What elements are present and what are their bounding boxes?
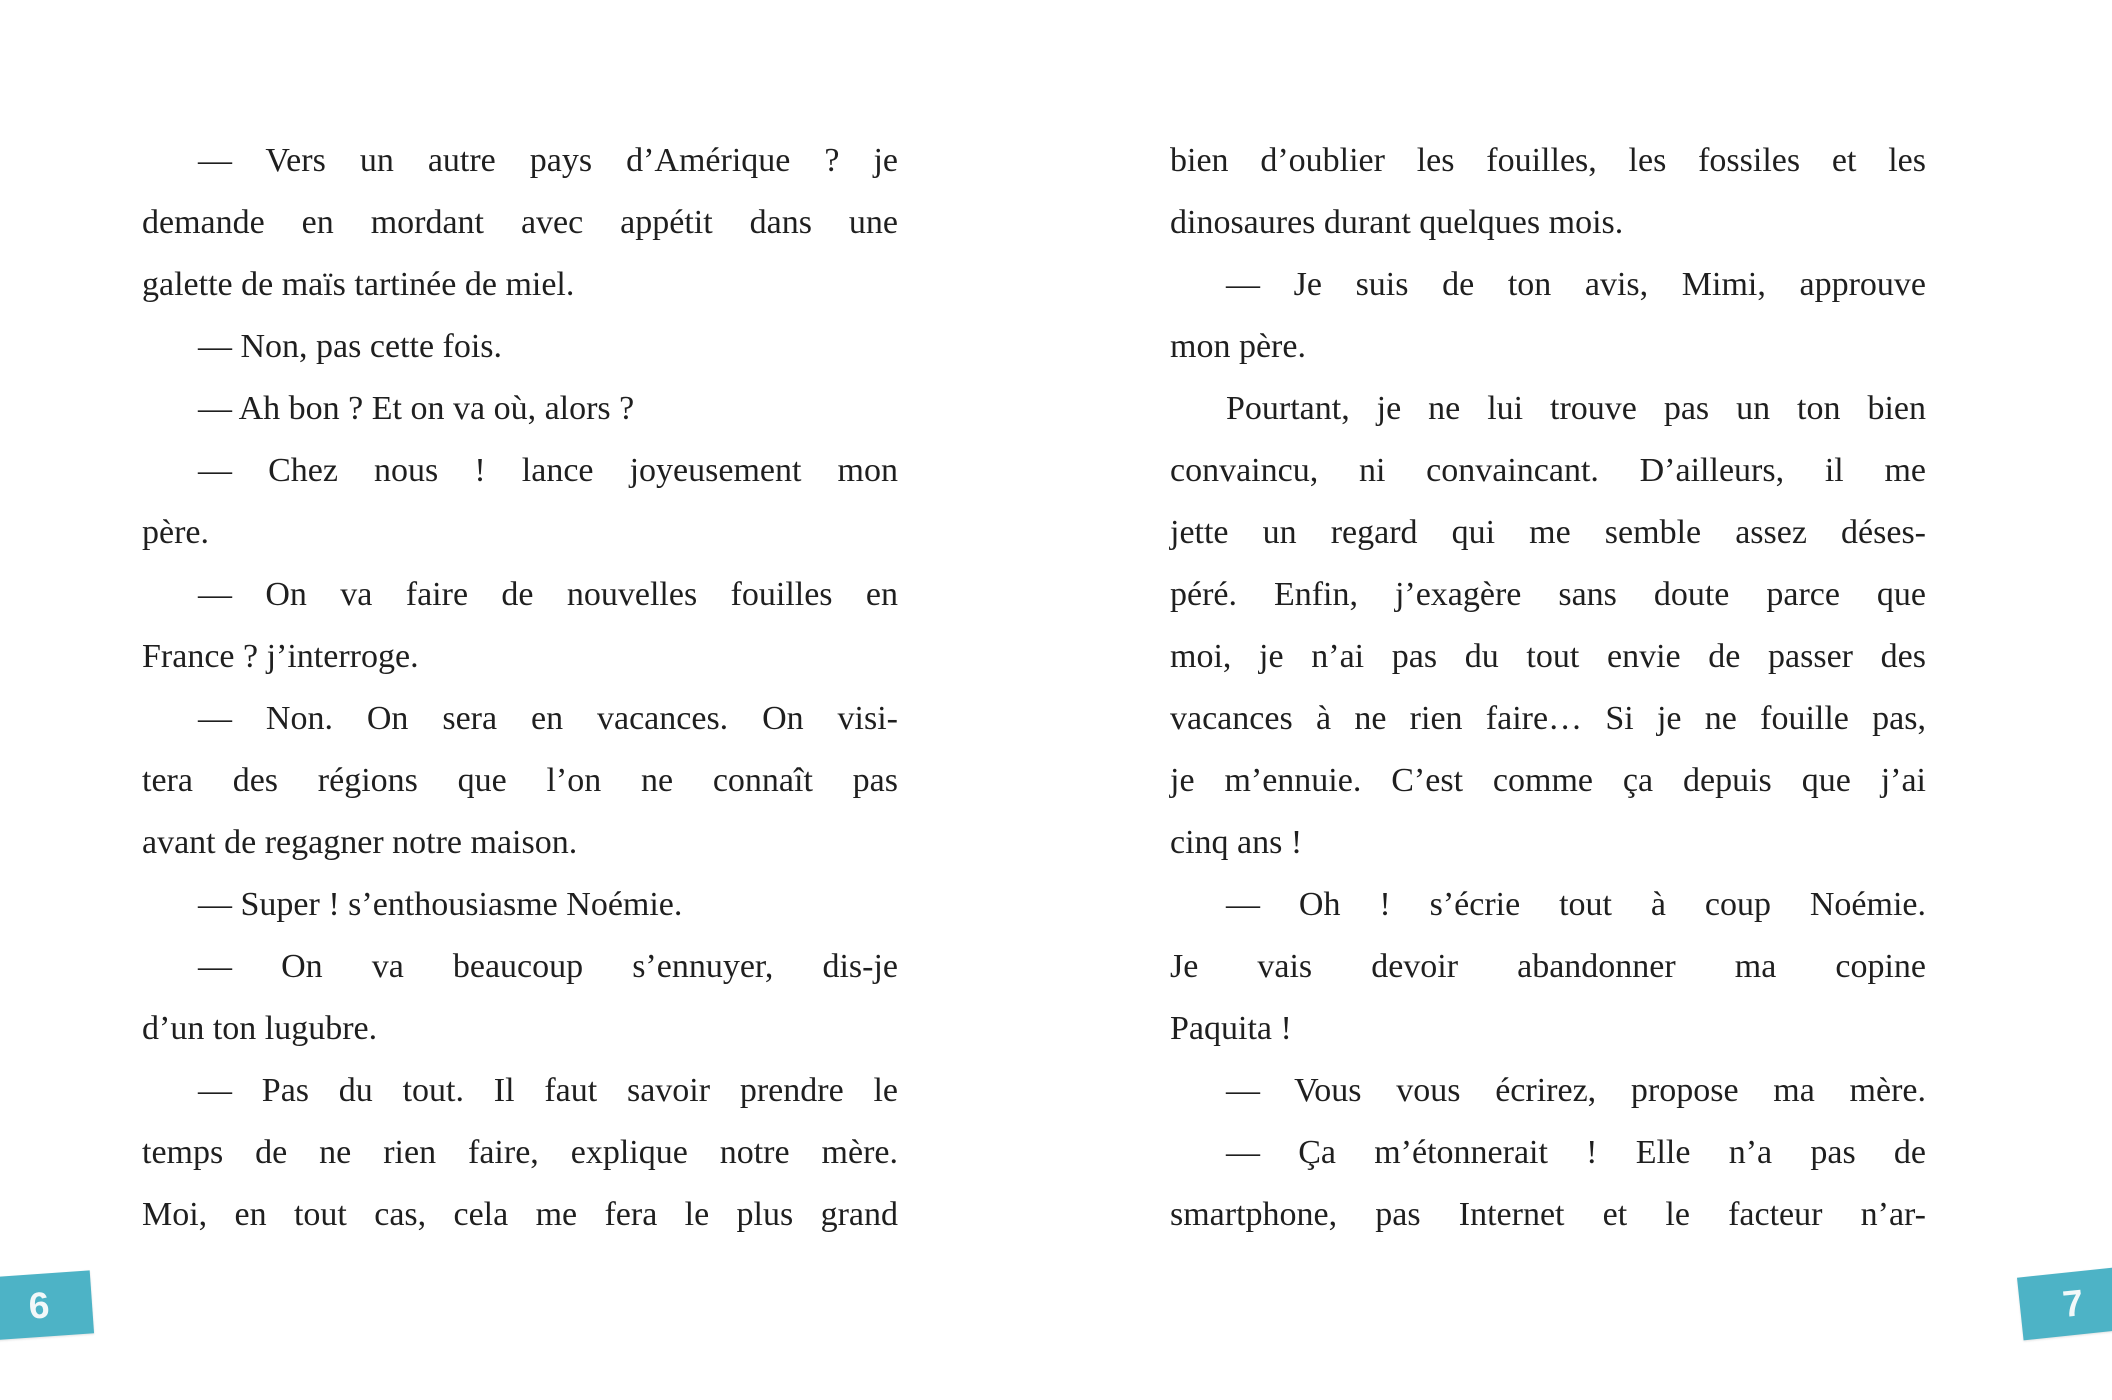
text-line: avant de regagner notre maison. <box>142 824 578 861</box>
text-line: demande en mordant avec appétit dans une <box>142 204 898 241</box>
text-line: Moi, en tout cas, cela me fera le plus grand <box>142 1196 898 1233</box>
text-line: — Vous vous écrirez, propose ma mère. <box>1226 1072 1926 1109</box>
text-line: smartphone, pas Internet et le facteur n’ar- <box>1170 1196 1926 1233</box>
text-line: — On va beaucoup s’ennuyer, dis-je <box>198 948 898 985</box>
text-line: — Je suis de ton avis, Mimi, approuve <box>1226 266 1926 303</box>
page-number-left: 6 <box>27 1283 51 1327</box>
text-line: — Non, pas cette fois. <box>198 328 503 365</box>
text-line: jette un regard qui me semble assez déses- <box>1170 514 1926 551</box>
text-line: — Non. On sera en vacances. On visi- <box>198 700 898 737</box>
text-line: dinosaures durant quelques mois. <box>1170 204 1624 241</box>
text-line: — Oh ! s’écrie tout à coup Noémie. <box>1226 886 1926 923</box>
text-line: — Ah bon ? Et on va où, alors ? <box>198 390 635 427</box>
page-right-text-block <box>1170 130 1926 1246</box>
text-line: — On va faire de nouvelles fouilles en <box>198 576 898 613</box>
text-line: péré. Enfin, j’exagère sans doute parce que <box>1170 576 1926 613</box>
text-line: moi, je n’ai pas du tout envie de passer des <box>1170 638 1926 675</box>
text-line: temps de ne rien faire, explique notre mère. <box>142 1134 898 1171</box>
text-line: tera des régions que l’on ne connaît pas <box>142 762 898 799</box>
text-line: je m’ennuie. C’est comme ça depuis que j’ai <box>1170 762 1926 799</box>
text-line: père. <box>142 514 210 551</box>
text-line: Pourtant, je ne lui trouve pas un ton bien <box>1226 390 1926 427</box>
text-line: d’un ton lugubre. <box>142 1010 378 1047</box>
text-line: — Super ! s’enthousiasme Noémie. <box>198 886 683 923</box>
text-line: vacances à ne rien faire… Si je ne fouille pas, <box>1170 700 1926 737</box>
text-line: mon père. <box>1170 328 1306 365</box>
page-number-right: 7 <box>2060 1281 2086 1325</box>
text-line: Paquita ! <box>1170 1010 1292 1047</box>
text-line: cinq ans ! <box>1170 824 1303 861</box>
text-line: — Vers un autre pays d’Amérique ? je <box>198 142 898 179</box>
text-line: convaincu, ni convaincant. D’ailleurs, il me <box>1170 452 1926 489</box>
text-line: — Chez nous ! lance joyeusement mon <box>198 452 898 489</box>
text-line: France ? j’interroge. <box>142 638 419 675</box>
page-number-badge-left <box>0 1270 94 1340</box>
page-number-badge-right <box>2017 1267 2112 1341</box>
text-line: Je vais devoir abandonner ma copine <box>1170 948 1926 985</box>
text-line: — Pas du tout. Il faut savoir prendre le <box>198 1072 898 1109</box>
text-line: galette de maïs tartinée de miel. <box>142 266 575 303</box>
text-line: bien d’oublier les fouilles, les fossiles et les <box>1170 142 1926 179</box>
text-line: — Ça m’étonnerait ! Elle n’a pas de <box>1226 1134 1926 1171</box>
page-left-text-block <box>142 130 898 1246</box>
